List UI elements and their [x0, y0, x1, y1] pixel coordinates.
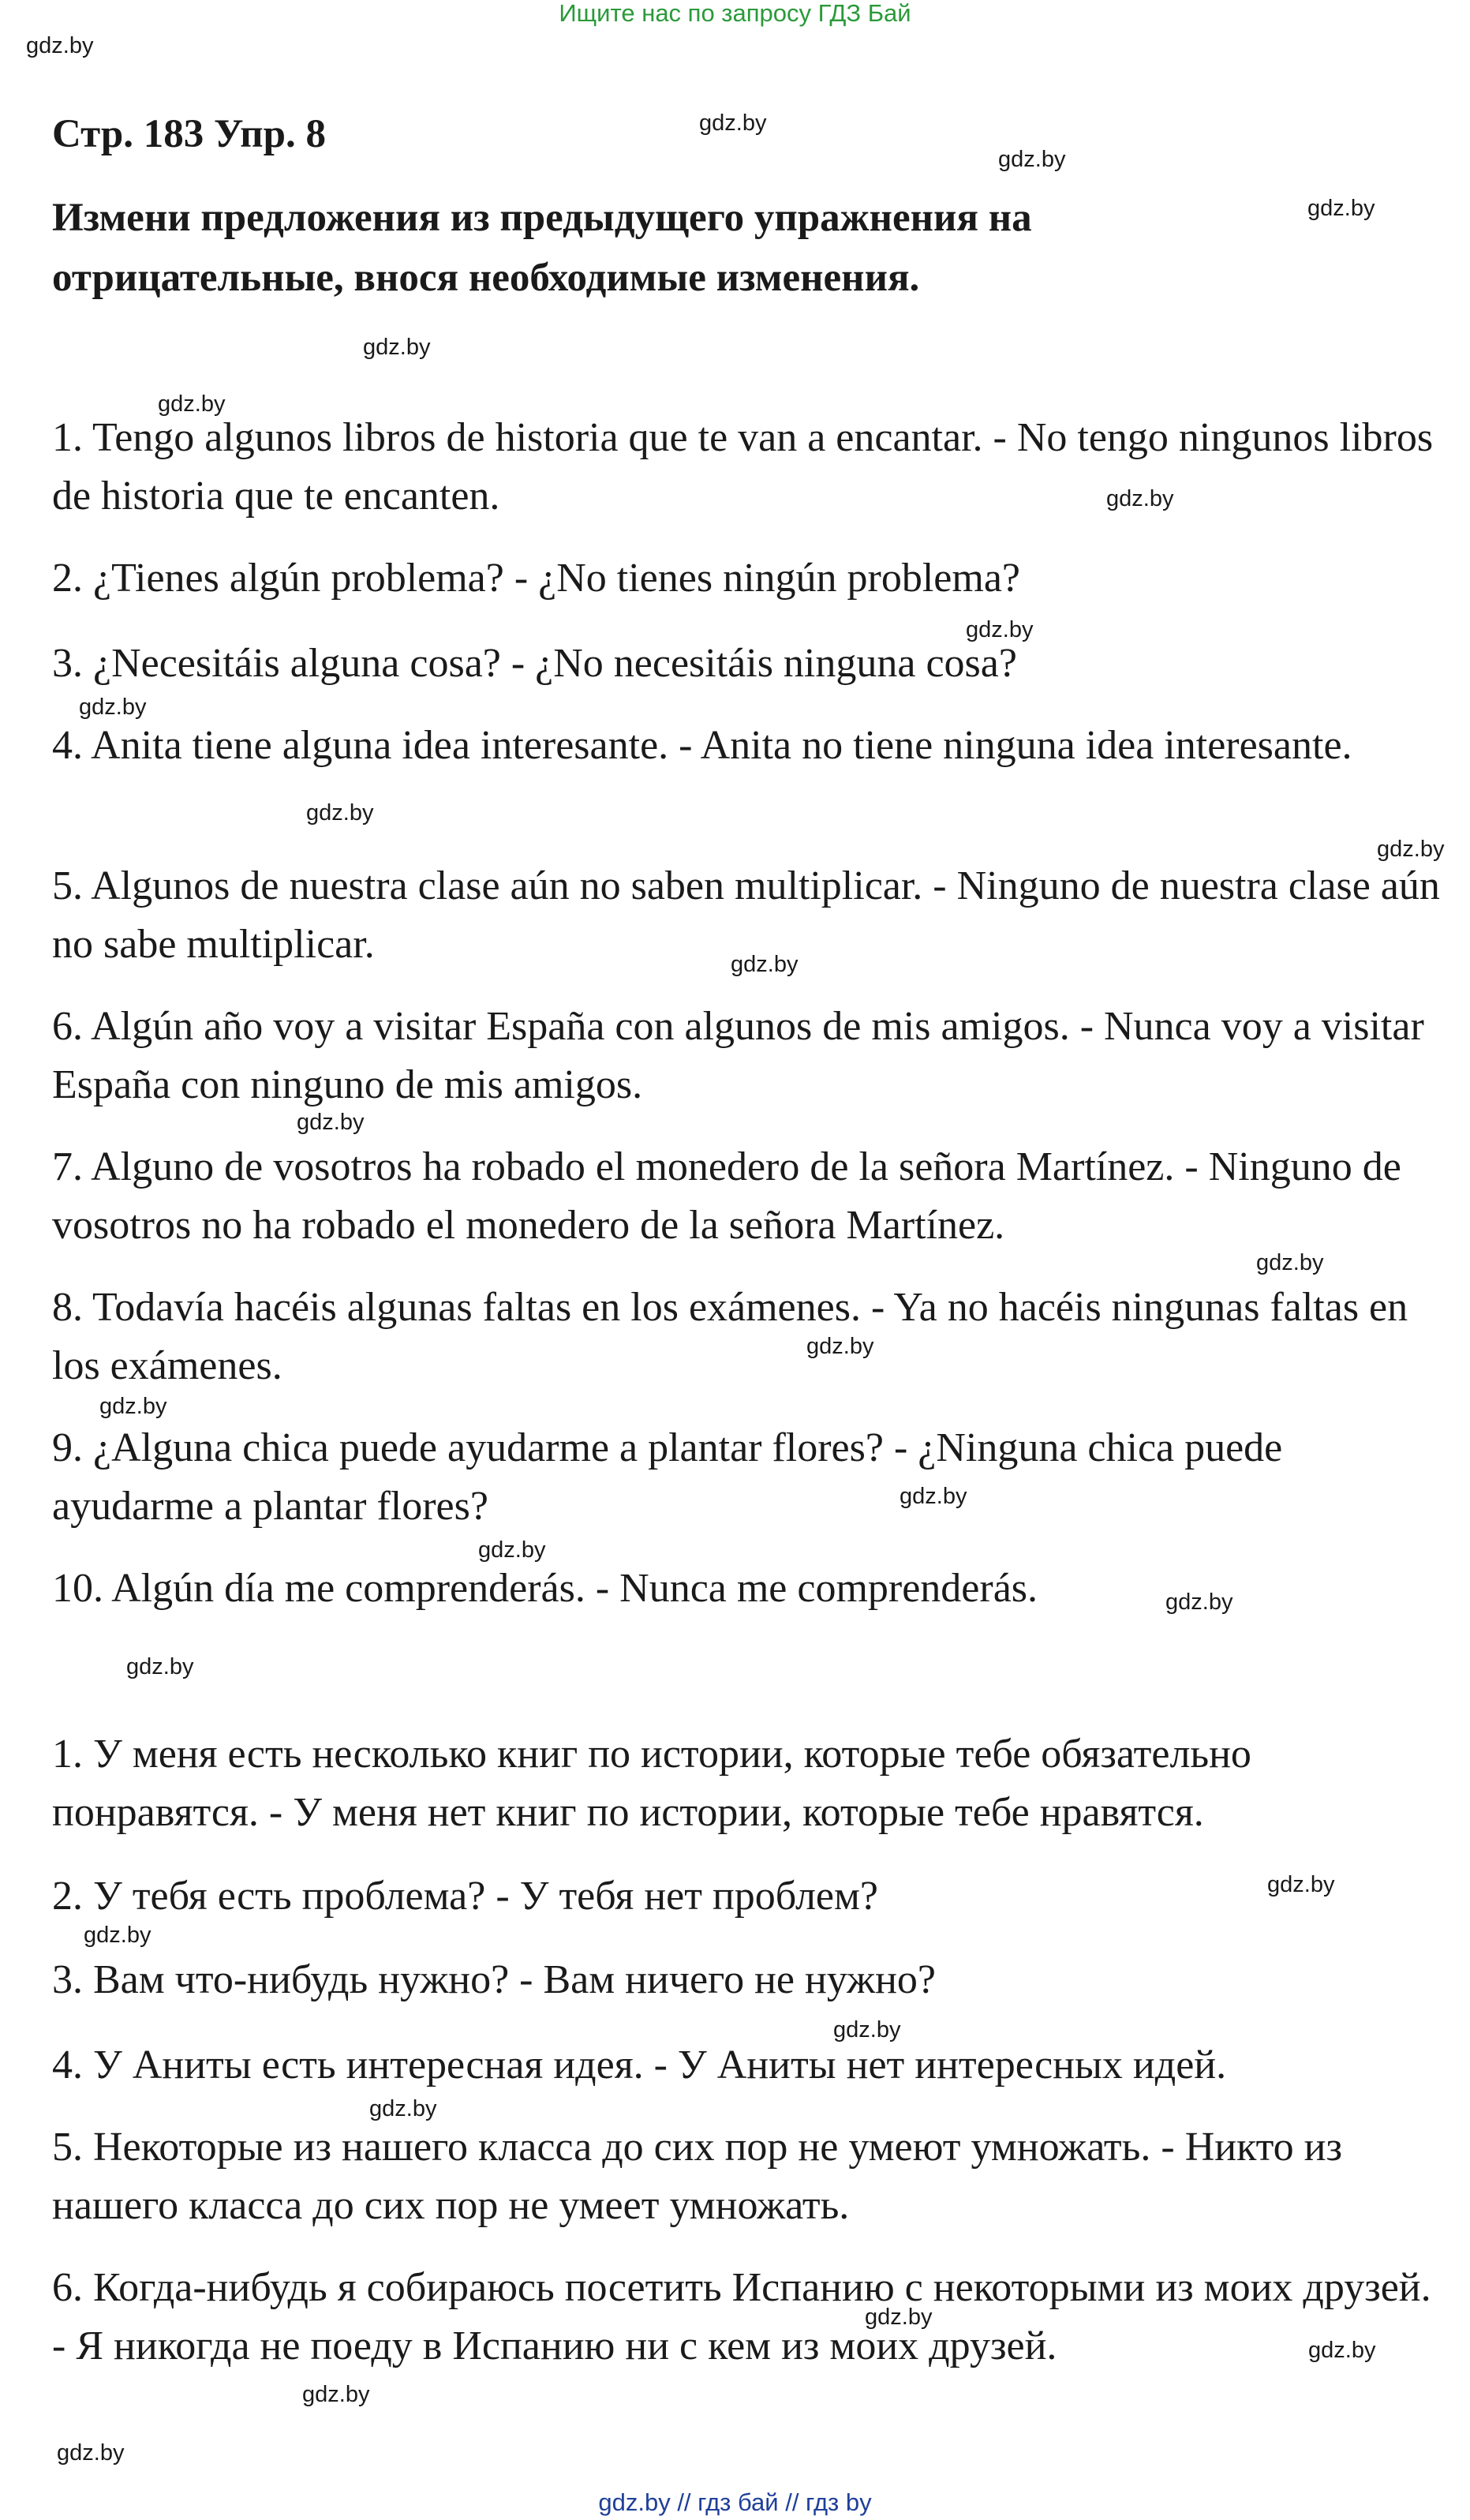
watermark: gdz.by	[363, 335, 431, 360]
watermark: gdz.by	[126, 1654, 194, 1679]
spanish-answer-1: 1. Tengo algunos libros de historia que te van a encantar. - No tengo ningunos libros de historia que te encanten.	[52, 415, 1434, 519]
spanish-answer-10: 10. Algún día me comprenderás. - Nunca me comprenderás.	[52, 1566, 1038, 1611]
watermark: gdz.by	[26, 33, 94, 58]
russian-translation-6: 6. Когда-нибудь я собираюсь посетить Испанию с некоторыми из моих друзей. - Я никогда не поеду в Испанию ни с кем из моих друзей.	[52, 2265, 1431, 2368]
watermark: gdz.by	[84, 1923, 151, 1948]
watermark: gdz.by	[302, 2382, 370, 2407]
russian-translation-2: 2. У тебя есть проблема? - У тебя нет проблем?	[52, 1874, 878, 1919]
spanish-answer-3: 3. ¿Necesitáis alguna cosa? - ¿No necesitáis ninguna cosa?	[52, 641, 1017, 686]
russian-translation-5: 5. Некоторые из нашего класса до сих пор не умеют умножать. - Никто из нашего класса до сих пор не умеет умножать.	[52, 2125, 1343, 2228]
watermark: gdz.by	[1267, 1872, 1335, 1897]
spanish-answer-6: 6. Algún año voy a visitar España con algunos de mis amigos. - Nunca voy a visitar España con ninguno de mis amigos.	[52, 1004, 1424, 1107]
watermark: gdz.by	[900, 1484, 967, 1509]
watermark: gdz.by	[478, 1537, 546, 1563]
watermark: gdz.by	[966, 617, 1034, 642]
watermark: gdz.by	[1256, 1250, 1324, 1275]
watermark: gdz.by	[158, 391, 226, 417]
russian-translation-1: 1. У меня есть несколько книг по истории, которые тебе обязательно понравятся. - У меня нет книг по истории, которые тебе нравятся.	[52, 1732, 1251, 1835]
footer-links[interactable]: gdz.by // гдз бай // гдз by	[598, 2488, 872, 2516]
watermark: gdz.by	[297, 1110, 365, 1135]
watermark: gdz.by	[998, 147, 1066, 172]
watermark: gdz.by	[369, 2096, 437, 2121]
spanish-answer-9: 9. ¿Alguna chica puede ayudarme a plantar flores? - ¿Ninguna chica puede ayudarme a plantar flores?	[52, 1425, 1283, 1529]
spanish-answer-2: 2. ¿Tienes algún problema? - ¿No tienes ningún problema?	[52, 556, 1020, 601]
watermark: gdz.by	[99, 1394, 167, 1419]
russian-translation-3: 3. Вам что-нибудь нужно? - Вам ничего не нужно?	[52, 1957, 936, 2002]
watermark: gdz.by	[1307, 196, 1375, 221]
watermark: gdz.by	[833, 2017, 901, 2043]
watermark: gdz.by	[1377, 837, 1445, 862]
spanish-answer-8: 8. Todavía hacéis algunas faltas en los exámenes. - Ya no hacéis ningunas faltas en los exámenes.	[52, 1285, 1408, 1388]
watermark: gdz.by	[806, 1334, 874, 1359]
russian-translation-4: 4. У Аниты есть интересная идея. - У Аниты нет интересных идей.	[52, 2043, 1227, 2088]
watermark: gdz.by	[1106, 486, 1174, 511]
watermark: gdz.by	[699, 110, 767, 136]
watermark: gdz.by	[79, 695, 147, 720]
page-title: Стр. 183 Упр. 8	[52, 112, 326, 156]
watermark: gdz.by	[865, 2305, 933, 2330]
spanish-answer-7: 7. Alguno de vosotros ha robado el monedero de la señora Martínez. - Ninguno de vosotros no ha robado el monedero de la señora Martínez.	[52, 1144, 1401, 1248]
task-instruction: Измени предложения из предыдущего упражнения на отрицательные, внося необходимые изменения.	[52, 196, 1032, 300]
watermark: gdz.by	[306, 800, 374, 826]
watermark: gdz.by	[1165, 1590, 1233, 1615]
spanish-answer-4: 4. Anita tiene alguna idea interesante. - Anita no tiene ninguna idea interesante.	[52, 723, 1352, 768]
top-banner-link[interactable]: Ищите нас по запросу ГДЗ Бай	[559, 0, 911, 27]
watermark: gdz.by	[57, 2440, 125, 2466]
spanish-answer-5: 5. Algunos de nuestra clase aún no saben multiplicar. - Ninguno de nuestra clase aún no sabe multiplicar.	[52, 863, 1440, 967]
watermark: gdz.by	[731, 952, 799, 977]
watermark: gdz.by	[1308, 2338, 1376, 2363]
